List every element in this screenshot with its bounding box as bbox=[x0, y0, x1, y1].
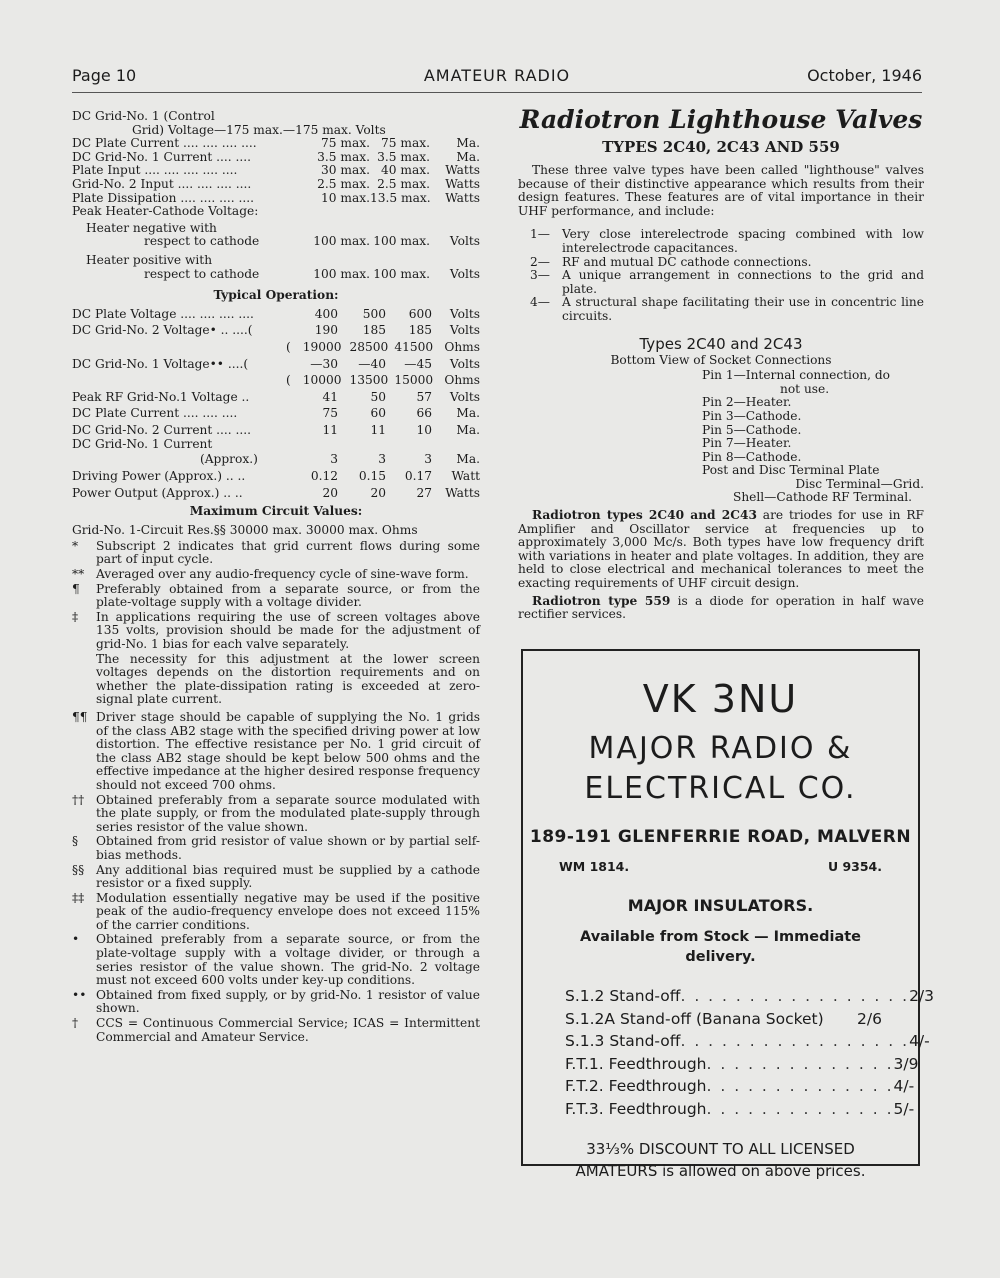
rating-v2: 40 max. bbox=[381, 163, 430, 178]
typical-unit: Watts bbox=[445, 485, 480, 500]
typical-unit: Watt bbox=[451, 469, 480, 484]
typical-operation-heading: Typical Operation: bbox=[213, 288, 339, 303]
typical-power-table bbox=[72, 468, 480, 501]
ad-availability: Available from Stock — Immediate delivery. bbox=[580, 929, 861, 965]
feature-number: 3— bbox=[530, 268, 550, 283]
typical-unit: Ma. bbox=[456, 422, 480, 437]
typical-row bbox=[72, 356, 480, 373]
rating-unit: Watts bbox=[445, 176, 480, 191]
rating-label: Plate Dissipation .... .... .... .... bbox=[72, 190, 254, 205]
footnote-symbol: ‡‡ bbox=[72, 890, 85, 905]
typical-value: 13500 bbox=[349, 373, 389, 388]
feature-list bbox=[518, 228, 924, 323]
feature-item bbox=[518, 256, 924, 270]
footnote-text: Obtained from fixed supply, or by grid-No. 1 resistor of value shown. bbox=[96, 987, 480, 1016]
typical-value: 10 bbox=[416, 422, 432, 437]
ad-item-name: F.T.3. Feedthrough bbox=[565, 1099, 707, 1118]
typical-value: 190 bbox=[314, 323, 338, 338]
typical-label: ( bbox=[286, 373, 291, 388]
typical-value: 185 bbox=[362, 323, 386, 338]
ad-callsign: VK 3NU bbox=[642, 677, 799, 721]
typical-value: —30 bbox=[310, 356, 338, 371]
typical-label: Power Output (Approx.) .. .. bbox=[72, 485, 243, 500]
ad-insulators-heading: MAJOR INSULATORS. bbox=[627, 896, 814, 915]
feature-item bbox=[518, 269, 924, 296]
rating-v2: 2.5 max. bbox=[377, 176, 430, 191]
rating-label: DC Plate Current .... .... .... .... bbox=[72, 136, 257, 151]
grid1-current-row: (Approx.) 3 3 3 Ma. bbox=[200, 452, 480, 467]
feature-number: 2— bbox=[530, 254, 550, 269]
diode-paragraph: Radiotron type 559 is a diode for operation in half wave rectifier services. bbox=[518, 593, 924, 622]
heater-negative-label: Heater negative with bbox=[86, 220, 217, 235]
typical-unit: Ohms bbox=[444, 339, 480, 354]
pin-1: Pin 1—Internal connection, do bbox=[702, 368, 891, 383]
rating-unit: Watts bbox=[445, 190, 480, 205]
typical-value: 15000 bbox=[394, 373, 434, 388]
typical-label: DC Plate Current .... .... .... bbox=[72, 406, 238, 421]
typical-row bbox=[72, 485, 480, 502]
typical-value: 66 bbox=[416, 406, 432, 421]
header-rule bbox=[72, 92, 922, 93]
rating-v1: 10 max. bbox=[321, 190, 370, 205]
footnote bbox=[72, 989, 480, 1016]
typical-value: 41500 bbox=[394, 339, 434, 354]
rating-label: Plate Input .... .... .... .... .... bbox=[72, 163, 238, 178]
ad-price-item bbox=[565, 985, 935, 1008]
typical-label: Driving Power (Approx.) .. .. bbox=[72, 469, 246, 484]
footnote-text: Preferably obtained from a separate source, or from the plate-voltage supply with a voltage divider. bbox=[96, 581, 480, 610]
typical-unit: Ma. bbox=[456, 406, 480, 421]
ad-item-dots: . . . . . . . . . . . . . . bbox=[706, 1054, 894, 1073]
pin-item: Pin 2—Heater. bbox=[702, 395, 792, 410]
typical-label: DC Grid-No. 2 Voltage• .. ....( bbox=[72, 323, 253, 338]
rating-row bbox=[72, 137, 480, 151]
max-circuit-heading: Maximum Circuit Values: bbox=[189, 504, 363, 519]
rating-row bbox=[72, 192, 480, 206]
footnote-symbol: ** bbox=[72, 567, 85, 582]
footnote-symbol: §§ bbox=[72, 862, 85, 877]
ad-item-dots: . . . . . . . . . . . . . . bbox=[706, 1077, 894, 1095]
ad-item-price: 4/- bbox=[893, 1077, 915, 1095]
ad-item-dots: . . . . . . . . . . . . . . bbox=[706, 1099, 894, 1118]
footnote-symbol: * bbox=[72, 538, 79, 553]
ad-price-list bbox=[565, 985, 935, 1120]
triode-paragraph: Radiotron types 2C40 and 2C43 are triodes for use in RF Amplifier and Oscillator service at frequencies up to approximately 3,000 Mc/s. Both types have low frequency drift with variations in heater and plate voltages. In addition, they are held to close electrical and mechanical tolerances to meet the exacting requirements of UHF circuit design. bbox=[518, 508, 924, 591]
footnote-symbol: •• bbox=[72, 987, 87, 1002]
page-number: Page 10 bbox=[72, 66, 137, 85]
ad-item-name: S.1.3 Stand-off bbox=[565, 1032, 681, 1050]
typical-value: 0.17 bbox=[404, 469, 432, 484]
types-heading: Types 2C40 and 2C43 bbox=[639, 334, 803, 353]
ad-item-name: S.1.2A Stand-off (Banana Socket) bbox=[565, 1009, 824, 1028]
peak-heater-label: Peak Heater-Cathode Voltage: bbox=[72, 204, 259, 219]
ad-item-dots: . . . . . . . . . . . . . . . . . bbox=[680, 987, 910, 1005]
footnote-symbol: • bbox=[72, 932, 80, 947]
rating-v2: 13.5 max. bbox=[370, 190, 431, 205]
typical-row bbox=[72, 322, 480, 339]
feature-text: A unique arrangement in connections to the grid and plate. bbox=[562, 268, 924, 296]
article-intro: These three valve types have been called "lighthouse" valves because of their distinctive appearance which results from their design features. These features are of vital importance in their UHF performance, and include: bbox=[518, 163, 924, 218]
rating-v1: 3.5 max. bbox=[317, 149, 370, 164]
journal-title: AMATEUR RADIO bbox=[423, 66, 571, 85]
article-title: Radiotron Lighthouse Valves bbox=[519, 105, 923, 134]
ratings-table bbox=[72, 137, 480, 205]
footnote bbox=[72, 540, 480, 567]
feature-number: 4— bbox=[530, 295, 550, 310]
footnote-text: Any additional bias required must be supplied by a cathode resistor or a fixed supply. bbox=[96, 862, 480, 891]
rating-v2: 3.5 max. bbox=[377, 149, 430, 164]
ad-item-price: 3/9 bbox=[893, 1054, 919, 1073]
typical-row bbox=[72, 339, 480, 356]
rating-v1: 75 max. bbox=[321, 136, 370, 151]
footnote-text: In applications requiring the use of screen voltages above 135 volts, provision should be made for the adjustment of grid-No. 1 bias for each valve separately. bbox=[96, 609, 480, 651]
pin-item: Pin 7—Heater. bbox=[702, 436, 792, 451]
footnote bbox=[72, 711, 480, 793]
typical-value: 0.15 bbox=[358, 469, 386, 484]
ad-company-line-2: ELECTRICAL CO. bbox=[584, 771, 857, 806]
pin-list bbox=[518, 369, 924, 505]
post-terminal: Post and Disc Terminal Plate bbox=[702, 463, 880, 478]
footnotes bbox=[72, 540, 480, 652]
typical-value: 11 bbox=[322, 422, 338, 437]
socket-heading: Bottom View of Socket Connections bbox=[610, 352, 832, 367]
typical-value: 400 bbox=[314, 306, 338, 321]
footnote bbox=[72, 892, 480, 933]
footnote bbox=[72, 933, 480, 987]
grid1-current-label: DC Grid-No. 1 Current bbox=[72, 437, 213, 452]
typical-value: 185 bbox=[408, 323, 432, 338]
typical-value: 0.12 bbox=[310, 469, 338, 484]
rating-v2: 75 max. bbox=[381, 136, 430, 151]
footnote-text: Obtained preferably from a separate source, or from the plate-voltage supply with a voltage divider, or through a series resistor of the value shown. The grid-No. 2 voltage must not exceed 600 volts under key-up conditions. bbox=[96, 932, 480, 988]
ad-price-item bbox=[565, 1030, 930, 1053]
feature-text: Very close interelectrode spacing combined with low interelectrode capacitances. bbox=[562, 227, 924, 255]
footnote-symbol: ¶¶ bbox=[72, 709, 88, 724]
ad-item-name: F.T.2. Feedthrough bbox=[565, 1077, 707, 1095]
footnote bbox=[72, 794, 480, 835]
typical-value: 19000 bbox=[302, 339, 342, 354]
typical-value: 28500 bbox=[349, 339, 389, 354]
issue-date: October, 1946 bbox=[807, 66, 922, 85]
typical-value: 10000 bbox=[302, 373, 342, 388]
ad-price-item bbox=[565, 1053, 919, 1076]
rating-row bbox=[72, 178, 480, 192]
article-subtitle: TYPES 2C40, 2C43 AND 559 bbox=[602, 138, 840, 156]
footnote-text: Obtained from grid resistor of value shown or by partial self-bias methods. bbox=[96, 834, 480, 862]
ad-item-dots bbox=[824, 1008, 857, 1031]
advertisement bbox=[521, 649, 935, 1180]
typical-unit: Volts bbox=[449, 323, 480, 338]
rating-unit: Ma. bbox=[456, 149, 480, 164]
rating-row bbox=[72, 164, 480, 178]
typical-value: 600 bbox=[408, 306, 432, 321]
heater-positive-row: respect to cathode 100 max. 100 max. Volts bbox=[144, 266, 480, 281]
footnote bbox=[72, 611, 480, 652]
typical-unit: Volts bbox=[449, 306, 480, 321]
rating-row bbox=[72, 151, 480, 165]
ad-phones bbox=[523, 859, 918, 874]
pin-item: Pin 5—Cathode. bbox=[702, 422, 802, 437]
rating-unit: Watts bbox=[445, 163, 480, 178]
pin-1-cont: not use. bbox=[780, 381, 830, 396]
grid-control-value: Grid) Voltage—175 max.—175 max. Volts bbox=[132, 122, 386, 137]
ad-item-dots: . . . . . . . . . . . . . . . . . bbox=[680, 1032, 910, 1050]
footnote-text: Averaged over any audio-frequency cycle of sine-wave form. bbox=[96, 567, 469, 582]
disc-terminal: Disc Terminal—Grid. bbox=[795, 476, 924, 491]
typical-value: 27 bbox=[416, 485, 432, 500]
pin-item: Pin 3—Cathode. bbox=[702, 408, 802, 423]
typical-unit: Volts bbox=[449, 356, 480, 371]
article-column bbox=[518, 104, 924, 622]
typical-row bbox=[72, 372, 480, 389]
rating-label: DC Grid-No. 1 Current .... .... bbox=[72, 149, 252, 164]
footnote-symbol: ¶ bbox=[72, 581, 80, 596]
typical-row bbox=[72, 405, 480, 422]
footnote-text: Driver stage should be capable of supplying the No. 1 grids of the class AB2 stage with the specified driving power at low distortion. The effective resistance per No. 1 grid circuit of the class AB2 stage should be kept below 500 ohms and the effective impedance at the higher desired response frequency should not exceed 700 ohms. bbox=[96, 709, 480, 792]
feature-item bbox=[518, 228, 924, 255]
page-header bbox=[72, 66, 922, 90]
footnote-text: CCS = Continuous Commercial Service; ICAS = Intermittent Commercial and Amateur Service. bbox=[96, 1016, 480, 1044]
typical-label: DC Grid-No. 2 Current .... .... bbox=[72, 422, 252, 437]
ad-item-price: 5/- bbox=[893, 1099, 915, 1118]
grid1-circuit-resistance: Grid-No. 1-Circuit Res.§§ 30000 max. 30000 max. Ohms bbox=[72, 522, 418, 537]
feature-item bbox=[518, 296, 924, 323]
ad-item-price: 4/- bbox=[909, 1032, 930, 1050]
footnote bbox=[72, 583, 480, 610]
ad-item-name: S.1.2 Stand-off bbox=[565, 987, 681, 1005]
typical-row bbox=[72, 306, 480, 323]
ad-phone-left: WM 1814. bbox=[559, 859, 630, 874]
footnote-continuation: The necessity for this adjustment at the lower screen voltages depends on the distortion requirements and on whether the plate-dissipation rating is exceeded at zero-signal plate current. bbox=[96, 651, 480, 707]
ad-discount: 33⅓% DISCOUNT TO ALL LICENSED AMATEURS is allowed on above prices. bbox=[575, 1140, 866, 1180]
footnote-symbol: †† bbox=[72, 792, 85, 807]
ad-price-item bbox=[565, 1098, 915, 1121]
typical-value: 20 bbox=[370, 485, 386, 500]
ad-phone-right: U 9354. bbox=[827, 859, 882, 874]
typical-value: 41 bbox=[322, 389, 338, 404]
typical-value: —40 bbox=[358, 356, 386, 371]
typical-value: 75 bbox=[322, 406, 338, 421]
typical-label: ( bbox=[286, 339, 291, 354]
typical-value: 50 bbox=[370, 389, 386, 404]
typical-value: 57 bbox=[416, 389, 432, 404]
typical-row bbox=[72, 468, 480, 485]
footnote bbox=[72, 568, 480, 582]
typical-value: 60 bbox=[370, 406, 386, 421]
feature-number: 1— bbox=[530, 227, 550, 242]
footnote-symbol: † bbox=[72, 1016, 79, 1031]
typical-unit: Volts bbox=[449, 389, 480, 404]
footnotes-more bbox=[72, 711, 480, 1044]
footnote bbox=[72, 1017, 480, 1044]
rating-v1: 30 max. bbox=[321, 163, 370, 178]
grid-control-label: DC Grid-No. 1 (Control bbox=[72, 109, 215, 123]
footnote-text: Obtained preferably from a separate source modulated with the plate supply, or from the modulated plate-supply through series resistor of the value shown. bbox=[96, 792, 480, 834]
typical-unit: Ohms bbox=[444, 373, 480, 388]
footnote bbox=[72, 864, 480, 891]
typical-value: 11 bbox=[370, 422, 386, 437]
typical-operation-table bbox=[72, 306, 480, 439]
typical-value: 500 bbox=[362, 306, 386, 321]
ad-company-line-1: MAJOR RADIO & bbox=[588, 731, 853, 766]
footnote-symbol: § bbox=[72, 834, 79, 849]
rating-label: Grid-No. 2 Input .... .... .... .... bbox=[72, 176, 252, 191]
ad-item-price: 2/6 bbox=[857, 1009, 882, 1028]
footnote bbox=[72, 835, 480, 862]
ad-item-price: 2/3 bbox=[909, 987, 935, 1005]
pin-item: Pin 8—Cathode. bbox=[702, 449, 802, 464]
footnote-text: Subscript 2 indicates that grid current flows during some part of input cycle. bbox=[96, 538, 480, 567]
typical-value: —45 bbox=[404, 356, 432, 371]
typical-label: Peak RF Grid-No.1 Voltage .. bbox=[72, 389, 250, 404]
ad-item-name: F.T.1. Feedthrough bbox=[565, 1054, 707, 1073]
shell-terminal: Shell—Cathode RF Terminal. bbox=[732, 490, 912, 505]
ad-price-item bbox=[565, 1008, 882, 1031]
heater-negative-row: respect to cathode 100 max. 100 max. Volts bbox=[144, 234, 480, 249]
feature-text: A structural shape facilitating their use in concentric line circuits. bbox=[562, 295, 924, 323]
rating-v1: 2.5 max. bbox=[317, 176, 370, 191]
ratings-column bbox=[72, 110, 480, 1045]
typical-label: DC Plate Voltage .... .... .... .... bbox=[72, 306, 254, 321]
heater-positive-label: Heater positive with bbox=[86, 252, 213, 267]
typical-label: DC Grid-No. 1 Voltage•• ....( bbox=[72, 356, 249, 371]
footnote-symbol: ‡ bbox=[72, 609, 79, 624]
pin-items bbox=[702, 396, 924, 464]
ad-address: 189-191 GLENFERRIE ROAD, MALVERN bbox=[529, 827, 912, 847]
typical-row bbox=[72, 389, 480, 406]
footnote-text: Modulation essentially negative may be used if the positive peak of the audio-frequency envelope does not exceed 115% of the carrier conditions. bbox=[96, 890, 480, 932]
typical-value: 20 bbox=[322, 485, 338, 500]
rating-unit: Ma. bbox=[456, 136, 480, 151]
typical-row bbox=[72, 422, 480, 439]
ad-price-item bbox=[565, 1075, 915, 1098]
feature-text: RF and mutual DC cathode connections. bbox=[562, 254, 812, 269]
